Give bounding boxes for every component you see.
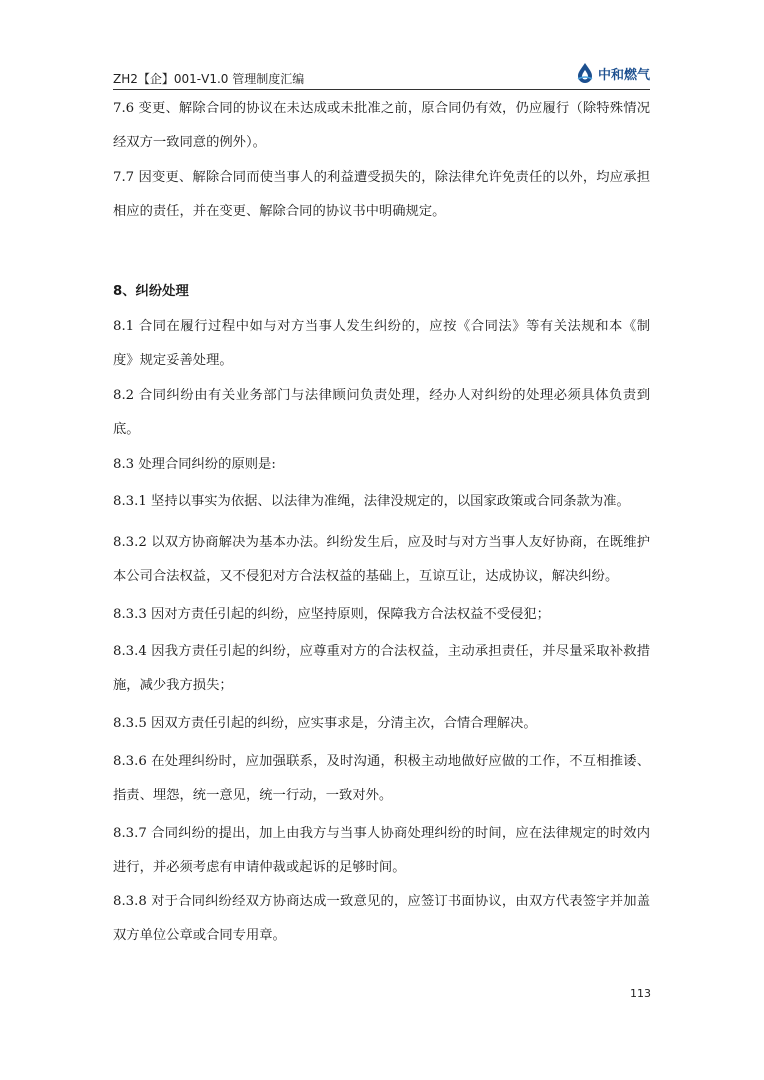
header-divider (113, 89, 650, 90)
clause-8-3-4: 8.3.4 因我方责任引起的纠纷，应尊重对方的合法权益，主动承担责任，并尽量采取补救措施，减少我方损失； (113, 644, 650, 693)
clause-8-3-3: 8.3.3 因对方责任引起的纠纷，应坚持原则，保障我方合法权益不受侵犯； (113, 607, 550, 622)
clause-8-3: 8.3 处理合同纠纷的原则是: (113, 457, 276, 472)
page-number: 113 (630, 987, 651, 1000)
clause-7-6: 7.6 变更、解除合同的协议在未达成或未批准之前，原合同仍有效，仍应履行（除特殊情况经双方一致同意的例外）。 (113, 101, 650, 150)
company-logo (575, 62, 650, 84)
clause-7-7: 7.7 因变更、解除合同而使当事人的利益遭受损失的，除法律允许免责任的以外，均应承担相应的责任，并在变更、解除合同的协议书中明确规定。 (113, 170, 650, 219)
clause-8-3-1: 8.3.1 坚持以事实为依据、以法律为准绳，法律没规定的，以国家政策或合同条款为准。 (113, 494, 630, 509)
page-header (113, 58, 650, 88)
clause-8-3-2: 8.3.2 以双方协商解决为基本办法。纠纷发生后，应及时与对方当事人友好协商，在既维护本公司合法权益，又不侵犯对方合法权益的基础上，互谅互让，达成协议，解决纠纷。 (113, 535, 650, 584)
clause-8-3-5: 8.3.5 因双方责任引起的纠纷，应实事求是，分清主次，合情合理解决。 (113, 716, 537, 731)
clause-8-2: 8.2 合同纠纷由有关业务部门与法律顾问负责处理，经办人对纠纷的处理必须具体负责到底。 (113, 388, 650, 437)
clause-8-3-8: 8.3.8 对于合同纠纷经双方协商达成一致意见的，应签订书面协议，由双方代表签字并加盖双方单位公章或合同专用章。 (113, 894, 650, 943)
document-title: ZH2【企】001-V1.0 管理制度汇编 (113, 72, 305, 86)
clause-8-1: 8.1 合同在履行过程中如与对方当事人发生纠纷的，应按《合同法》等有关法规和本《制度》规定妥善处理。 (113, 319, 650, 368)
flame-drop-logo-icon (575, 62, 595, 84)
logo-text: 中和燃气 (597, 67, 650, 83)
clause-8-3-7: 8.3.7 合同纠纷的提出，加上由我方与当事人协商处理纠纷的时间，应在法律规定的时效内进行，并必须考虑有申请仲裁或起诉的足够时间。 (113, 826, 650, 875)
section-heading: 8、纠纷处理 (113, 284, 189, 299)
clause-8-3-6: 8.3.6 在处理纠纷时，应加强联系，及时沟通，积极主动地做好应做的工作，不互相推诿、指责、埋怨，统一意见，统一行动，一致对外。 (113, 754, 650, 803)
